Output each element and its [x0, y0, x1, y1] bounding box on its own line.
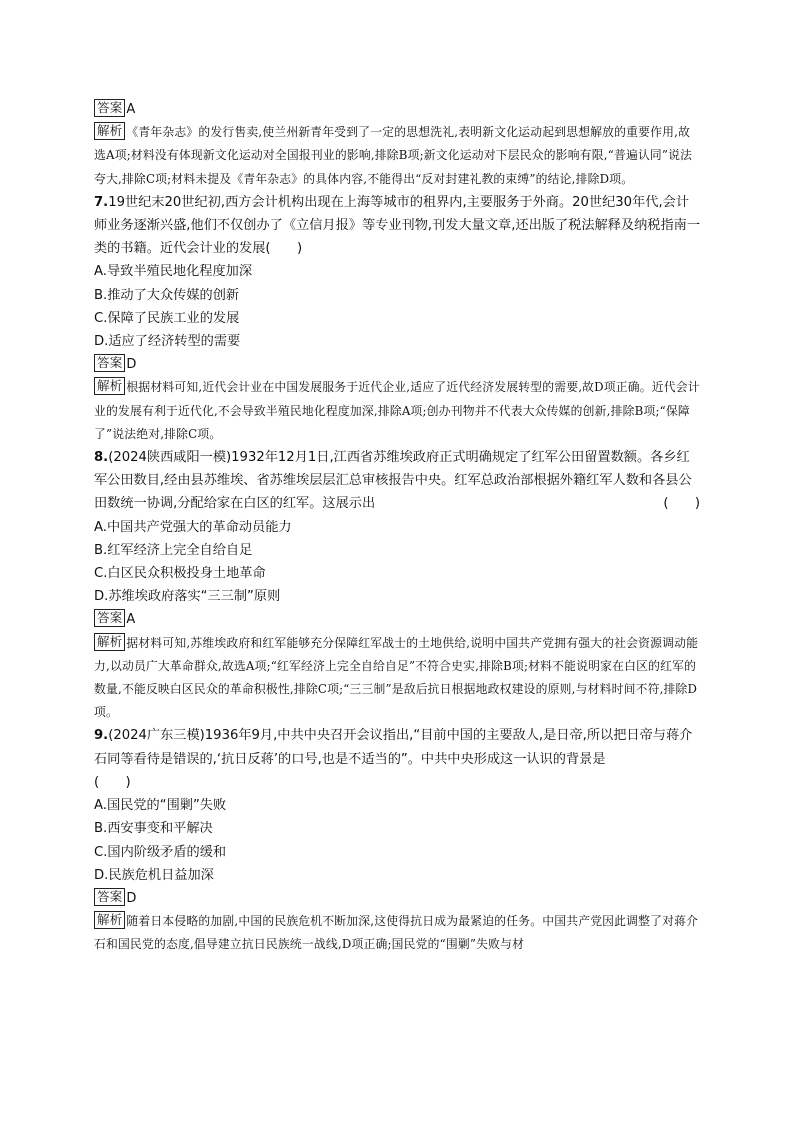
- q9-answer: [94, 887, 700, 910]
- q6-explanation: [94, 121, 700, 191]
- q7-option-d: D.适应了经济转型的需要: [94, 334, 241, 350]
- q9-stem: [94, 724, 700, 770]
- q8-option-b: B.红军经济上完全自给自足: [94, 542, 253, 558]
- q6-answer-value: A: [126, 102, 136, 117]
- q9-option-d: D.民族危机日益加深: [94, 867, 214, 883]
- document-page: [94, 92, 700, 957]
- q9-stem-text: (2024广东三模)1936年9月,中共中央召开会议指出,“目前中国的主要敌人,是日帝,所以把日帝与蒋介石同等看待是错误的,‘抗日反蒋’的口号,也是不适当的”。中共中央形成这一认识的背景是: [94, 728, 693, 767]
- explanation-tag: 解析: [94, 633, 125, 651]
- answer-tag: 答案: [94, 99, 125, 117]
- explanation-tag: 解析: [94, 911, 125, 929]
- answer-tag: 答案: [94, 888, 125, 906]
- q8-stem: [94, 446, 700, 516]
- answer-tag: 答案: [94, 609, 125, 627]
- q8-explanation: [94, 632, 700, 725]
- q8-stem-text: (2024陕西咸阳一模)1932年12月1日,江西省苏维埃政府正式明确规定了红军公田留置数额。各乡红军公田数目,经由县苏维埃、省苏维埃层层汇总审核报告中央。红军总政治部根据外籍红军人数和各县公田数统一协调,分配给家在白区的红军。这展示出: [94, 450, 692, 512]
- q6-answer: [94, 98, 700, 121]
- q8-option-a: A.中国共产党强大的革命动员能力: [94, 519, 292, 535]
- q9-explanation-text: 随着日本侵略的加剧,中国的民族危机不断加深,这使得抗日成为最紧迫的任务。中国共产党因此调整了对蒋介石和国民党的态度,倡导建立抗日民族统一战线,D项正确;国民党的“围剿”失败与材: [94, 914, 699, 952]
- question-9: [94, 724, 700, 956]
- q7-number: 7.: [94, 194, 109, 210]
- explanation-tag: 解析: [94, 377, 125, 395]
- q6-explanation-text: 《青年杂志》的发行售卖,使兰州新青年受到了一定的思想洗礼,表明新文化运动起到思想解放的重要作用,故选A项;材料没有体现新文化运动对全国报刊业的影响,排除B项;新文化运动对下层民众的影响有限,“普遍认同”说法夸大,排除C项;材料未提及《青年杂志》的具体内容,不能得出“反对封建礼教的束缚”的结论,排除D项。: [94, 125, 693, 186]
- q7-answer: [94, 353, 700, 376]
- q7-explanation-text: 根据材料可知,近代会计业在中国发展服务于近代企业,适应了近代经济发展转型的需要,故D项正确。近代会计业的发展有利于近代化,不会导致半殖民地化程度加深,排除A项;创办刊物并不代表大众传媒的创新,排除B项;“保障了”说法绝对,排除C项。: [94, 380, 700, 441]
- q7-stem: [94, 191, 700, 261]
- q8-answer-value: A: [126, 612, 136, 628]
- q7-option-a: A.导致半殖民地化程度加深: [94, 264, 253, 280]
- question-8: [94, 446, 700, 724]
- q8-number: 8.: [94, 450, 109, 466]
- q9-answer-value: D: [126, 890, 137, 906]
- q7-option-c: C.保障了民族工业的发展: [94, 310, 240, 326]
- answer-tag: 答案: [94, 354, 125, 372]
- q7-option-b: B.推动了大众传媒的创新: [94, 287, 240, 303]
- q9-option-c: C.国内阶级矛盾的缓和: [94, 844, 227, 860]
- question-7: [94, 191, 700, 446]
- q9-option-b: B.西安事变和平解决: [94, 821, 213, 837]
- q7-explanation: [94, 376, 700, 446]
- q8-explanation-text: 据材料可知,苏维埃政府和红军能够充分保障红军战士的土地供给,说明中国共产党拥有强大的社会资源调动能力,以动员广大革命群众,故选A项;“红军经济上完全自给自足”不符合史实,排除B项;材料不能说明家在白区的红军的数量,不能反映白区民众的革命积极性,排除C项;“三三制”是敌后抗日根据地政权建设的原则,与材料时间不符,排除D项。: [94, 635, 699, 720]
- q6-answer-block: [94, 98, 700, 191]
- q9-option-a: A.国民党的“围剿”失败: [94, 798, 227, 814]
- explanation-tag: 解析: [94, 122, 125, 140]
- q8-option-d: D.苏维埃政府落实“三三制”原则: [94, 589, 281, 605]
- q7-stem-text: 19世纪末20世纪初,西方会计机构出现在上海等城市的租界内,主要服务于外商。20世纪30年代,会计师业务逐渐兴盛,他们不仅创办了《立信月报》等专业刊物,刊发大量文章,还出版了税法解释及纳税指南一类的书籍。近代会计业的发展( ): [94, 194, 701, 257]
- q8-answer-bracket: ( ): [663, 496, 700, 512]
- q9-number: 9.: [94, 728, 109, 744]
- q7-answer-value: D: [126, 357, 137, 373]
- q8-answer: [94, 608, 700, 631]
- q9-explanation: [94, 910, 700, 956]
- q8-option-c: C.白区民众积极投身土地革命: [94, 566, 266, 582]
- q9-answer-bracket: ( ): [94, 774, 131, 790]
